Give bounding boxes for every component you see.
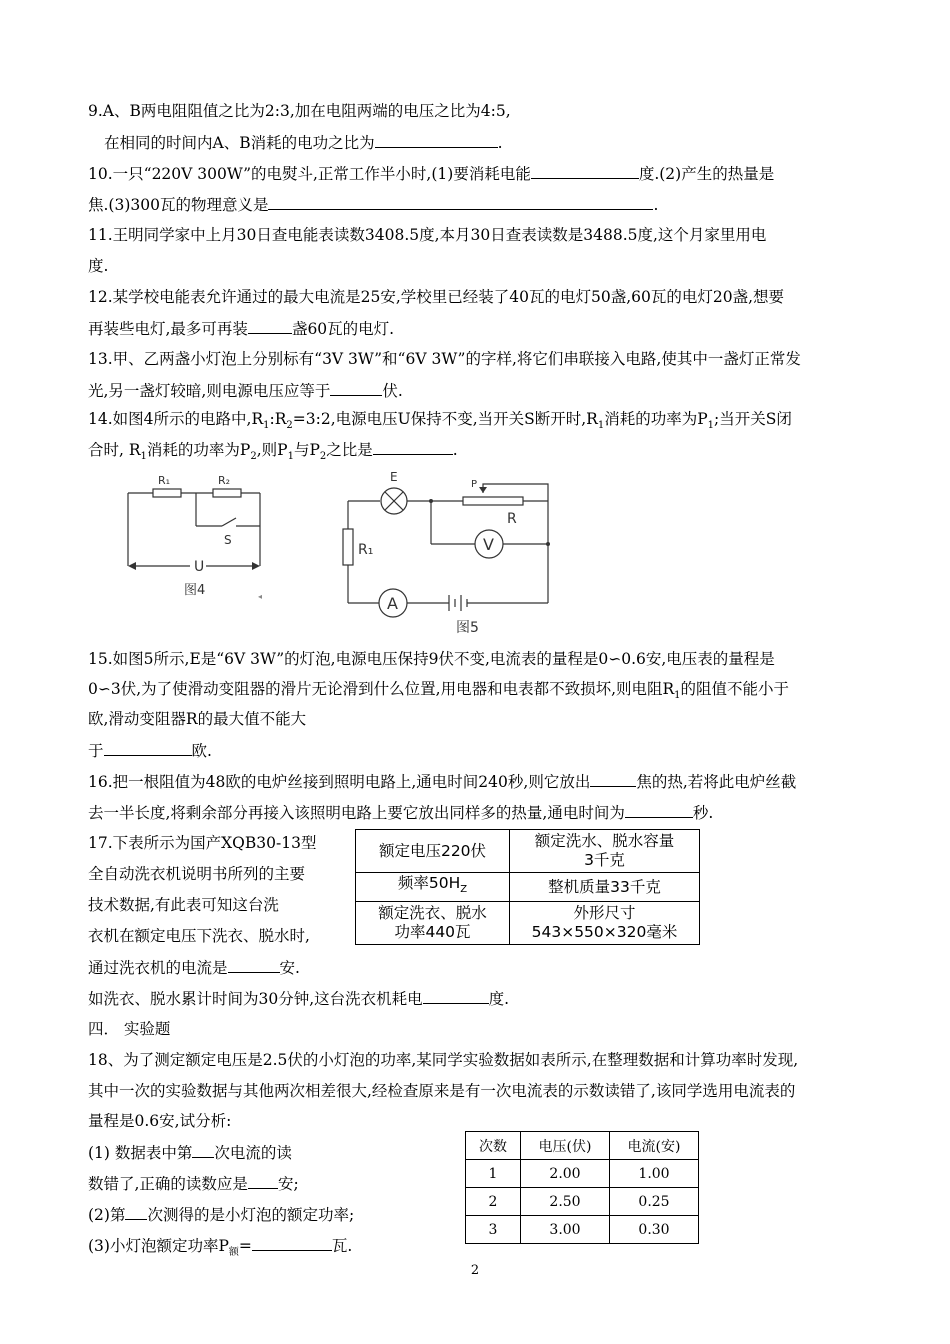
q9-line2: 在相同的时间内A、B消耗的电功之比为 . [104, 134, 503, 152]
label-r1: R₁ [358, 542, 374, 558]
answer-blank[interactable] [104, 740, 192, 756]
q10-line1: 10.一只“220V 300W”的电熨斗,正常工作半小时,(1)要消耗电能 度.(2)产生的热量是 [88, 165, 775, 183]
spec-cell: 额定电压220伏 [356, 830, 510, 873]
q18-sub3: (3)小灯泡额定功率$P_额=$ 瓦. [88, 1237, 353, 1259]
spec-cell: 频率$50H_Z$ [356, 873, 510, 902]
q11-line2: 度. [88, 257, 109, 275]
svg-text:◂: ◂ [258, 592, 263, 601]
rheostat-r [463, 497, 523, 505]
q17-line4: 衣机在额定电压下洗衣、脱水时, [88, 927, 310, 945]
answer-blank[interactable] [248, 318, 292, 334]
q10-line2: 焦.(3)300瓦的物理意义是 . [88, 196, 659, 214]
q12-line1: 12.某学校电能表允许通过的最大电流是25安,学校里已经装了40瓦的电灯50盏,60瓦的电灯20盏,想要 [88, 288, 785, 306]
q17-line5: 通过洗衣机的电流是 安. [88, 959, 300, 977]
q15-line2: 0∽3伏,为了使滑动变阻器的滑片无论滑到什么位置,用电器和电表都不致损坏,则电阻$R_1$的阻值不能小于 [88, 680, 790, 702]
label-e: E [390, 470, 398, 484]
resistor-r2 [213, 489, 241, 497]
label-r2: R₂ [218, 474, 231, 487]
section-heading-experiments: 四． 实验题 [88, 1020, 171, 1038]
resistor-r1 [153, 489, 181, 497]
experiment-data-table [465, 1131, 699, 1244]
label-p: P [471, 479, 478, 490]
q17-line2: 全自动洗衣机说明书所列的主要 [88, 865, 306, 883]
washer-spec-table [355, 829, 700, 945]
table-header: 电压(伏) [521, 1132, 610, 1160]
table-row: 2 2.50 0.25 [466, 1188, 699, 1216]
q16-line1: 16.把一根阻值为48欧的电炉丝接到照明电路上,通电时间240秒,则它放出 焦的热,若将此电炉丝截 [88, 773, 797, 791]
q9-line1: 9.A、B两电阻阻值之比为2:3,加在电阻两端的电压之比为4:5, [88, 102, 511, 120]
answer-blank[interactable] [375, 132, 498, 148]
label-s: S [224, 533, 232, 547]
q13-line1: 13.甲、乙两盏小灯泡上分别标有“3V 3W”和“6V 3W”的字样,将它们串联接入电路,使其中一盏灯正常发 [88, 350, 801, 368]
spec-cell: 整机质量33千克 [510, 873, 700, 902]
q15-line3: 欧,滑动变阻器R的最大值不能大 [88, 710, 307, 728]
q17-line6: 如洗衣、脱水累计时间为30分钟,这台洗衣机耗电 度. [88, 990, 510, 1008]
q18-sub1-line1: (1) 数据表中第 次电流的读 [88, 1144, 292, 1162]
q13-line2: 光,另一盏灯较暗,则电源电压应等于 伏. [88, 382, 403, 400]
q15-line4: 于 欧. [88, 742, 212, 760]
answer-blank[interactable] [252, 1235, 332, 1251]
q17-line1: 17.下表所示为国产XQB30-13型 [88, 834, 317, 852]
answer-blank[interactable] [590, 771, 636, 787]
answer-blank[interactable] [192, 1142, 214, 1158]
answer-blank[interactable] [423, 988, 489, 1004]
q15-line1: 15.如图5所示,E是“6V 3W”的灯泡,电源电压保持9伏不变,电流表的量程是0∽0.6安,电压表的量程是 [88, 650, 775, 668]
q17-line3: 技术数据,有此表可知这台洗 [88, 896, 279, 914]
q18-line1: 18、为了测定额定电压是2.5伏的小灯泡的功率,某同学实验数据如表所示,在整理数据和计算功率时发现, [88, 1051, 799, 1069]
answer-blank[interactable] [531, 163, 639, 179]
q14-line2: 合时, $R_1$消耗的功率为$P_2$,则$P_1$与$P_2$之比是 . [88, 441, 458, 463]
spec-cell: 额定洗水、脱水容量 3千克 [510, 830, 700, 873]
label-v: V [483, 535, 494, 554]
q12-line2: 再装些电灯,最多可再装 盏60瓦的电灯. [88, 320, 395, 338]
q18-sub1-line2: 数错了,正确的读数应是 安; [88, 1175, 299, 1193]
spec-cell: 外形尺寸 543×550×320毫米 [510, 902, 700, 945]
answer-blank[interactable] [248, 1173, 278, 1189]
answer-blank[interactable] [125, 1204, 147, 1220]
resistor-r1 [343, 529, 353, 565]
q16-line2: 去一半长度,将剩余部分再接入该照明电路上要它放出同样多的热量,通电时间为 秒. [88, 804, 714, 822]
q18-sub2: (2)第 次测得的是小灯泡的额定功率; [88, 1206, 355, 1224]
answer-blank[interactable] [268, 194, 653, 210]
figure-5-circuit [330, 466, 565, 638]
q11-line1: 11.王明同学家中上月30日查电能表读数3408.5度,本月30日查表读数是3488.5度,这个月家里用电 [88, 226, 767, 244]
figure-5-caption: 图5 [456, 620, 479, 636]
label-u: U [194, 559, 205, 575]
label-r1: R₁ [158, 474, 171, 487]
switch-s [222, 518, 236, 526]
q18-line3: 量程是0.6安,试分析: [88, 1112, 232, 1130]
q18-line2: 其中一次的实验数据与其他两次相差很大,经检查原来是有一次电流表的示数读错了,该同学选用电流表的 [88, 1082, 796, 1100]
label-r: R [507, 511, 517, 527]
table-row: 1 2.00 1.00 [466, 1160, 699, 1188]
answer-blank[interactable] [228, 957, 280, 973]
answer-blank[interactable] [373, 439, 453, 455]
table-header: 次数 [466, 1132, 521, 1160]
label-a: A [387, 594, 398, 613]
answer-blank[interactable] [625, 802, 693, 818]
table-header: 电流(安) [610, 1132, 699, 1160]
answer-blank[interactable] [330, 380, 382, 396]
spec-cell: 额定洗衣、脱水 功率440瓦 [356, 902, 510, 945]
table-row: 3 3.00 0.30 [466, 1216, 699, 1244]
figure-4-circuit [118, 466, 278, 606]
figure-4-caption: 图4 [184, 583, 206, 598]
page-number: 2 [470, 1263, 480, 1278]
q14-line1: 14.如图4所示的电路中$,R_1:R_2=3:2$,电源电压U保持不变,当开关S断开时$,R_1$消耗的功率为$P_1$;当开关S闭 [88, 410, 792, 432]
